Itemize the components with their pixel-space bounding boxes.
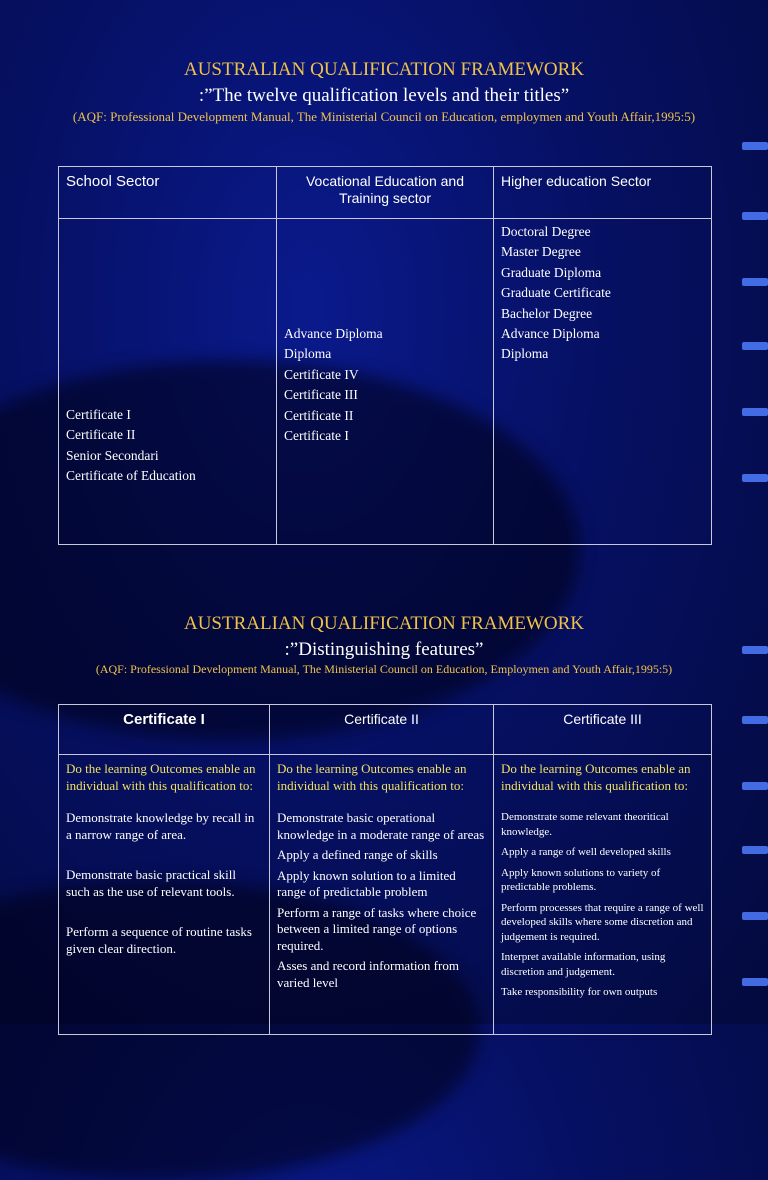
list-item: Certificate IV [284, 366, 359, 382]
decorative-tick [742, 978, 768, 986]
list-item: Certificate II [284, 407, 354, 423]
list-item: Bachelor Degree [501, 305, 593, 321]
higher-education-cell [494, 219, 712, 545]
list-item: Master Degree [501, 244, 581, 260]
list-item: Graduate Certificate [501, 285, 611, 301]
list-item: Doctoral Degree [501, 224, 591, 239]
decorative-tick [742, 342, 768, 350]
list-item: Advance Diploma [501, 326, 600, 342]
list-item: Interpret available information, using discretion and judgement. [501, 951, 666, 978]
list-item: Demonstrate some relevant theoritical knowledge. [501, 811, 669, 838]
outcomes-intro: Do the learning Outcomes enable an individual with this qualification to: [277, 761, 467, 793]
list-item: Take responsibility for own outputs [501, 986, 658, 998]
list-item: Demonstrate knowledge by recall in a narrow range of area. [66, 810, 255, 842]
certificate-1-cell [59, 755, 270, 1035]
list-item: Perform processes that require a range of well developed skills where some discretion and judgement is required. [501, 901, 704, 943]
slide1-subtitle: :”The twelve qualification levels and their titles” [198, 85, 570, 106]
list-item: Perform a sequence of routine tasks given clear direction. [66, 924, 252, 956]
certificate-2-cell [270, 755, 494, 1035]
list-item: Senior Secondari [66, 447, 159, 463]
list-item: Certificate III [284, 387, 358, 403]
decorative-tick [742, 142, 768, 150]
header-vocational-sector: Vocational Education and Training sector [277, 167, 494, 219]
list-item: Apply a range of well developed skills [501, 846, 671, 858]
slide2-citation: (AQF: Professional Development Manual, The Ministerial Council on Education, Employmen and Youth Affair,1995:5) [95, 662, 673, 676]
decorative-tick [742, 912, 768, 920]
decorative-tick [742, 846, 768, 854]
school-sector-cell [59, 219, 277, 545]
vocational-sector-cell [277, 219, 494, 545]
list-item: Graduate Diploma [501, 264, 602, 280]
certificate-3-cell [494, 755, 712, 1035]
header-certificate-3: Certificate III [494, 705, 712, 755]
decorative-tick [742, 716, 768, 724]
header-certificate-2: Certificate II [270, 705, 494, 755]
decorative-tick [742, 782, 768, 790]
list-item: Apply known solutions to variety of predictable problems. [501, 866, 661, 893]
list-item: Certificate I [284, 428, 349, 444]
list-item: Asses and record information from varied level [277, 958, 459, 990]
header-certificate-1: Certificate I [59, 705, 270, 755]
decorative-tick [742, 474, 768, 482]
list-item: Demonstrate basic practical skill such as the use of relevant tools. [66, 867, 237, 899]
slide2-subtitle: :”Distinguishing features” [284, 639, 484, 660]
qualification-levels-table [58, 166, 712, 545]
outcomes-intro: Do the learning Outcomes enable an individual with this qualification to: [66, 761, 256, 793]
list-item: Certificate of Education [66, 468, 196, 484]
decorative-tick [742, 212, 768, 220]
slide2-title: AUSTRALIAN QUALIFICATION FRAMEWORK [183, 613, 585, 634]
decorative-tick [742, 278, 768, 286]
list-item: Perform a range of tasks where choice between a limited range of options required. [277, 904, 477, 953]
list-item: Certificate II [66, 427, 136, 443]
outcomes-intro: Do the learning Outcomes enable an individual with this qualification to: [501, 761, 691, 793]
distinguishing-features-table [58, 704, 712, 1035]
header-school-sector: School Sector [59, 167, 277, 219]
header-higher-education-sector: Higher education Sector [494, 167, 712, 219]
list-item: Apply a defined range of skills [277, 847, 438, 862]
list-item: Certificate I [66, 407, 131, 422]
decorative-tick [742, 408, 768, 416]
slide1-citation: (AQF: Professional Development Manual, The Ministerial Council on Education, employmen and Youth Affair,1995:5) [72, 109, 696, 124]
slide1-title: AUSTRALIAN QUALIFICATION FRAMEWORK [183, 59, 585, 80]
list-item: Advance Diploma [284, 326, 383, 341]
list-item: Diploma [501, 346, 549, 362]
list-item: Diploma [284, 346, 332, 362]
list-item: Demonstrate basic operational knowledge in a moderate range of areas [277, 810, 485, 842]
list-item: Apply known solution to a limited range of predictable problem [277, 867, 456, 899]
